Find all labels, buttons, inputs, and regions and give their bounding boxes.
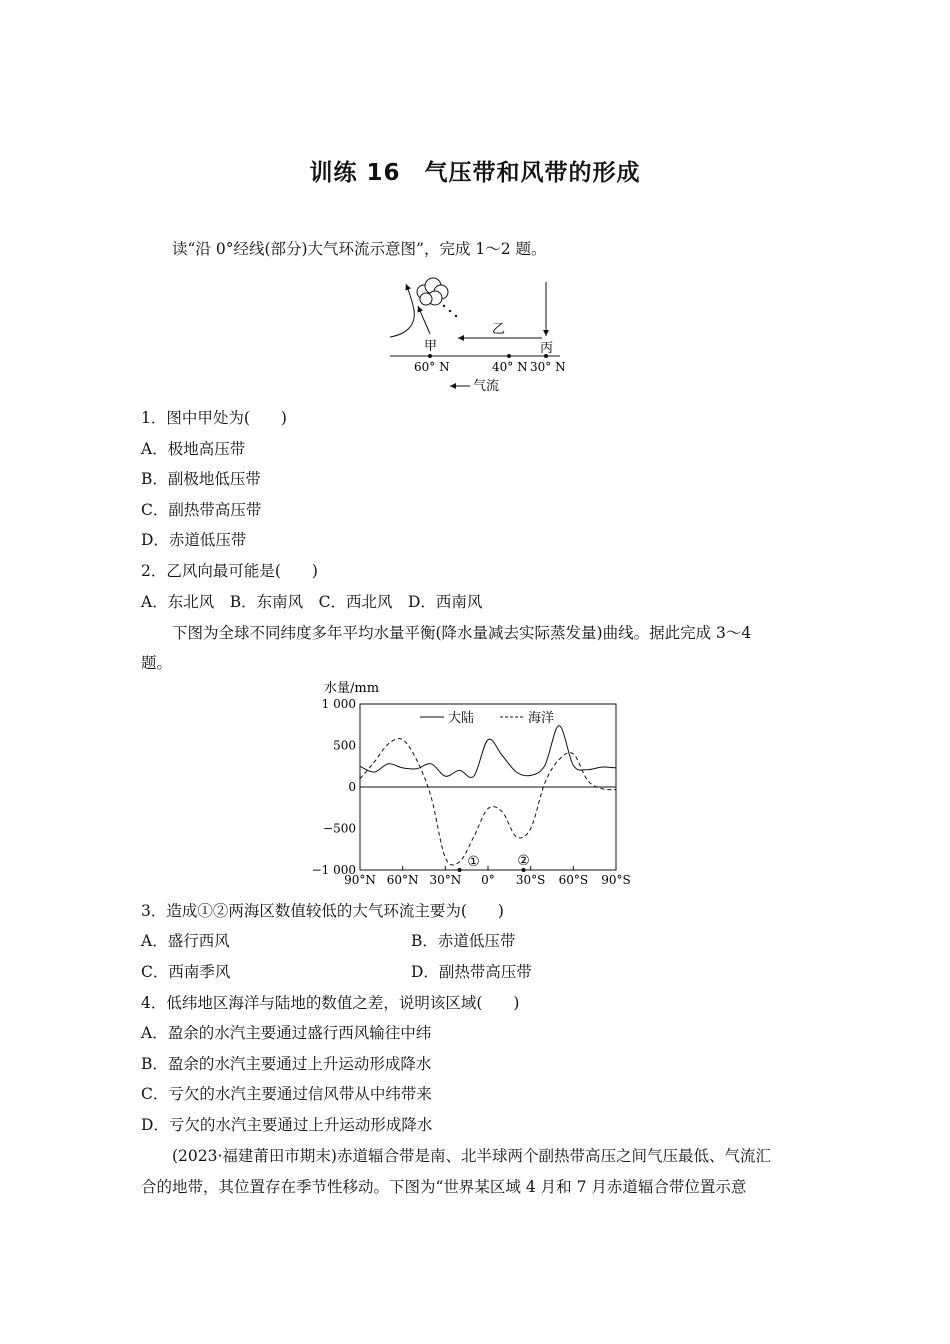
q1-option-d: D．赤道低压带	[141, 531, 247, 549]
legend-land: 大陆	[448, 711, 475, 726]
chart-ylabel: 水量/mm	[324, 681, 380, 696]
q4-stem: 4．低纬地区海洋与陆地的数值之差，说明该区域( )	[141, 994, 520, 1012]
rain-drops	[443, 305, 457, 317]
q3-option-d: D．副热带高压带	[411, 963, 532, 981]
q2-options: A．东北风 B．东南风 C．西北风 D．西南风	[141, 593, 483, 611]
intro-figure3-line1: (2023·福建莆田市期末)赤道辐合带是南、北半球两个副热带高压之间气压最低、气流汇	[172, 1147, 771, 1165]
q4-option-a: A．盈余的水汽主要通过盛行西风输往中纬	[141, 1024, 432, 1042]
cloud-icon	[417, 278, 448, 305]
series-ocean-line	[360, 739, 616, 865]
x-tick-label: 90°N	[344, 873, 376, 887]
q3-option-c: C．西南季风	[141, 963, 231, 981]
intro-figure2-line1: 下图为全球不同纬度多年平均水量平衡(降水量减去实际蒸发量)曲线。据此完成 3～4	[172, 624, 752, 642]
series-land-line	[360, 726, 616, 778]
q3-option-a: A．盛行西风	[141, 932, 230, 950]
q1-stem: 1．图中甲处为( )	[141, 409, 287, 427]
water-balance-chart	[310, 676, 640, 892]
q4-option-d: D．亏欠的水汽主要通过上升运动形成降水	[141, 1116, 433, 1134]
x-tick-label: 30°N	[429, 873, 462, 887]
x-tick-label: 60°S	[558, 873, 589, 887]
x-tick-label: 90°S	[601, 873, 631, 887]
q4-option-c: C．亏欠的水汽主要通过信风带从中纬带来	[141, 1085, 432, 1103]
page-title: 训练 16 气压带和风带的形成	[309, 160, 641, 186]
y-tick-label: −1 000	[311, 863, 356, 877]
chart-legend	[420, 710, 554, 726]
tick-30n: 30° N	[530, 360, 566, 374]
rising-airflow-left	[390, 284, 414, 337]
intro-figure1: 读“沿 0°经线(部分)大气环流示意图”，完成 1～2 题。	[172, 240, 547, 258]
x-tick-label: 0°	[481, 873, 495, 887]
y-tick-label: 1 000	[321, 697, 356, 711]
q4-option-b: B．盈余的水汽主要通过上升运动形成降水	[141, 1055, 432, 1073]
label-jia: 甲	[424, 339, 438, 354]
intro-figure3-line2: 合的地带，其位置存在季节性移动。下图为“世界某区域 4 月和 7 月赤道辐合带位置示意	[141, 1178, 747, 1196]
marker-dot-1	[458, 868, 462, 872]
legend-airflow: 气流	[473, 379, 500, 394]
circulation-diagram	[380, 272, 580, 398]
y-tick-label: 0	[348, 780, 356, 794]
tick-40n: 40° N	[492, 360, 528, 374]
point-60n	[428, 354, 432, 358]
marker-label-2: ②	[517, 853, 530, 870]
tick-60n: 60° N	[414, 360, 450, 374]
intro-figure2-line2: 题。	[141, 654, 173, 672]
label-yi: 乙	[492, 322, 506, 337]
rising-airflow-right	[418, 306, 430, 334]
q2-stem: 2．乙风向最可能是( )	[141, 562, 318, 580]
x-tick-label: 60°N	[386, 873, 419, 887]
marker-label-1: ①	[467, 854, 480, 871]
q1-option-b: B．副极地低压带	[141, 470, 261, 488]
y-tick-label: 500	[333, 738, 356, 753]
q1-option-c: C．副热带高压带	[141, 501, 262, 519]
label-bing: 丙	[540, 341, 554, 356]
legend-ocean: 海洋	[528, 711, 555, 726]
q3-stem: 3．造成①②两海区数值较低的大气环流主要为( )	[141, 902, 504, 920]
y-tick-label: −500	[323, 821, 356, 836]
x-tick-label: 30°S	[515, 873, 546, 887]
q3-option-b: B．赤道低压带	[411, 932, 516, 950]
point-40n	[507, 354, 511, 358]
q1-option-a: A．极地高压带	[141, 440, 246, 458]
